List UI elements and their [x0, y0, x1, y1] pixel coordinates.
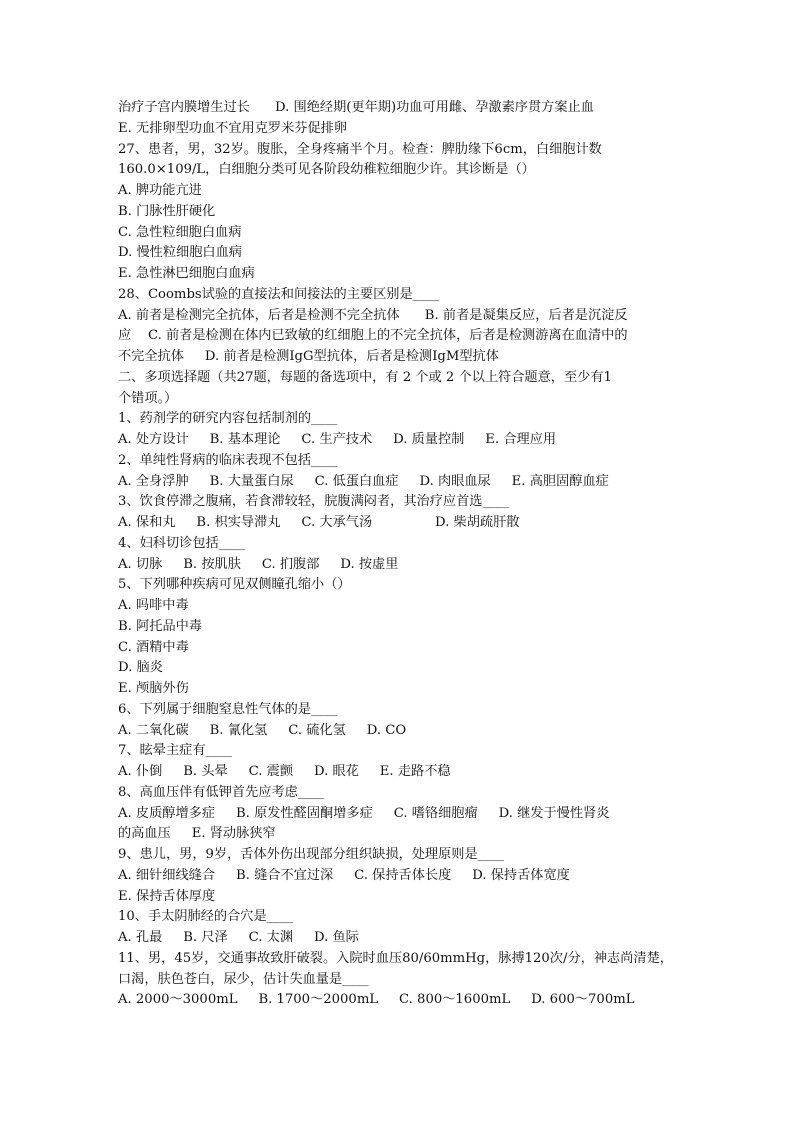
option-line: A. 孔最 B. 尺泽 C. 太渊 D. 鱼际 — [118, 930, 359, 945]
section-heading: 个错项。） — [118, 390, 178, 406]
option-line: 的高血压 E. 肾动脉狭窄 — [118, 826, 276, 842]
question-stem: 4、妇科切诊包括____ — [118, 535, 246, 551]
option-line: E. 颅脑外伤 — [118, 681, 189, 696]
question-stem: 7、眩晕主症有____ — [118, 743, 232, 759]
question-stem: 10、手太阴肺经的合穴是____ — [118, 909, 294, 925]
question-stem: 28、Coombs试验的直接法和间接法的主要区别是____ — [118, 286, 440, 302]
option-line: 不完全抗体 D. 前者是检测IgG型抗体，后者是检测IgM型抗体 — [118, 349, 499, 364]
option-line: 应 C. 前者是检测在体内已致敏的红细胞上的不完全抗体，后者是检测游离在血清中的 — [118, 328, 628, 344]
option-line: C. 酒精中毒 — [118, 639, 189, 655]
option-line: B. 阿托品中毒 — [118, 618, 203, 634]
option-line: E. 保持舌体厚度 — [118, 888, 216, 904]
option-line: D. 脑炎 — [118, 660, 163, 676]
question-stem: 2、单纯性肾病的临床表现不包括____ — [118, 452, 338, 468]
option-line: A. 皮质醇增多症 B. 原发性醛固酮增多症 C. 嗜铬细胞瘤 D. 继发于慢性肾炎 — [118, 805, 610, 821]
question-stem: 8、高血压伴有低钾首先应考虑____ — [118, 784, 325, 800]
option-line: A. 细针细线缝合 B. 缝合不宜过深 C. 保持舌体长度 D. 保持舌体宽度 — [118, 867, 570, 883]
text-line: E. 无排卵型功血不宜用克罗米芬促排卵 — [118, 120, 348, 136]
text-line: 治疗子宫内膜增生过长 D. 围绝经期(更年期)功血可用雌、孕激素序贯方案止血 — [118, 100, 594, 115]
option-line: A. 切脉 B. 按肌肤 C. 扪腹部 D. 按虚里 — [118, 556, 399, 572]
option-line: A. 二氧化碳 B. 氰化氢 C. 硫化氢 D. CO — [118, 722, 407, 738]
question-stem: 160.0×109/L，白细胞分类可见各阶段幼稚粒细胞少许。其诊断是（） — [118, 162, 535, 178]
option-line: A. 处方设计 B. 基本理论 C. 生产技术 D. 质量控制 E. 合理应用 — [118, 432, 557, 447]
option-line: C. 急性粒细胞白血病 — [118, 224, 242, 240]
option-line: D. 慢性粒细胞白血病 — [118, 245, 242, 261]
option-line: A. 仆倒 B. 头晕 C. 震颤 D. 眼花 E. 走路不稳 — [118, 764, 451, 779]
option-line: A. 保和丸 B. 枳实导滞丸 C. 大承气汤 D. 柴胡疏肝散 — [118, 515, 520, 530]
question-stem: 11、男，45岁，交通事故致肝破裂。入院时血压80/60mmHg，脉搏120次/分，神志尚清楚， — [118, 950, 673, 966]
section-heading: 二、多项选择题（共27题，每题的备选项中，有 2 个或 2 个以上符合题意，至少有1 — [118, 369, 612, 385]
question-stem: 5、下列哪种疾病可见双侧瞳孔缩小（） — [118, 577, 351, 593]
question-stem: 1、药剂学的研究内容包括制剂的____ — [118, 411, 338, 427]
option-line: A. 2000～3000mL B. 1700～2000mL C. 800～1600mL D. 600～700mL — [118, 992, 635, 1008]
option-line: A. 全身浮肿 B. 大量蛋白尿 C. 低蛋白血症 D. 肉眼血尿 E. 高胆固醇血症 — [118, 473, 609, 489]
document-page — [118, 98, 686, 1011]
question-stem: 6、下列属于细胞窒息性气体的是____ — [118, 701, 338, 717]
option-line: A. 脾功能亢进 — [118, 183, 202, 198]
question-stem: 3、饮食停滞之腹痛，若食滞较轻，脘腹满闷者，其治疗应首选____ — [118, 494, 509, 510]
option-line: E. 急性淋巴细胞白血病 — [118, 266, 255, 281]
option-line: A. 前者是检测完全抗体，后者是检测不完全抗体 B. 前者是凝集反应，后者是沉淀反 — [118, 307, 628, 323]
question-stem: 口渴，肤色苍白，尿少，估计失血量是____ — [118, 971, 369, 987]
option-line: B. 门脉性肝硬化 — [118, 203, 216, 219]
question-stem: 27、患者，男，32岁。腹胀，全身疼痛半个月。检查：脾肋缘下6cm，白细胞计数 — [118, 141, 602, 157]
question-stem: 9、患儿，男，9岁，舌体外伤出现部分组织缺损，处理原则是____ — [118, 847, 505, 862]
option-line: A. 吗啡中毒 — [118, 598, 189, 613]
